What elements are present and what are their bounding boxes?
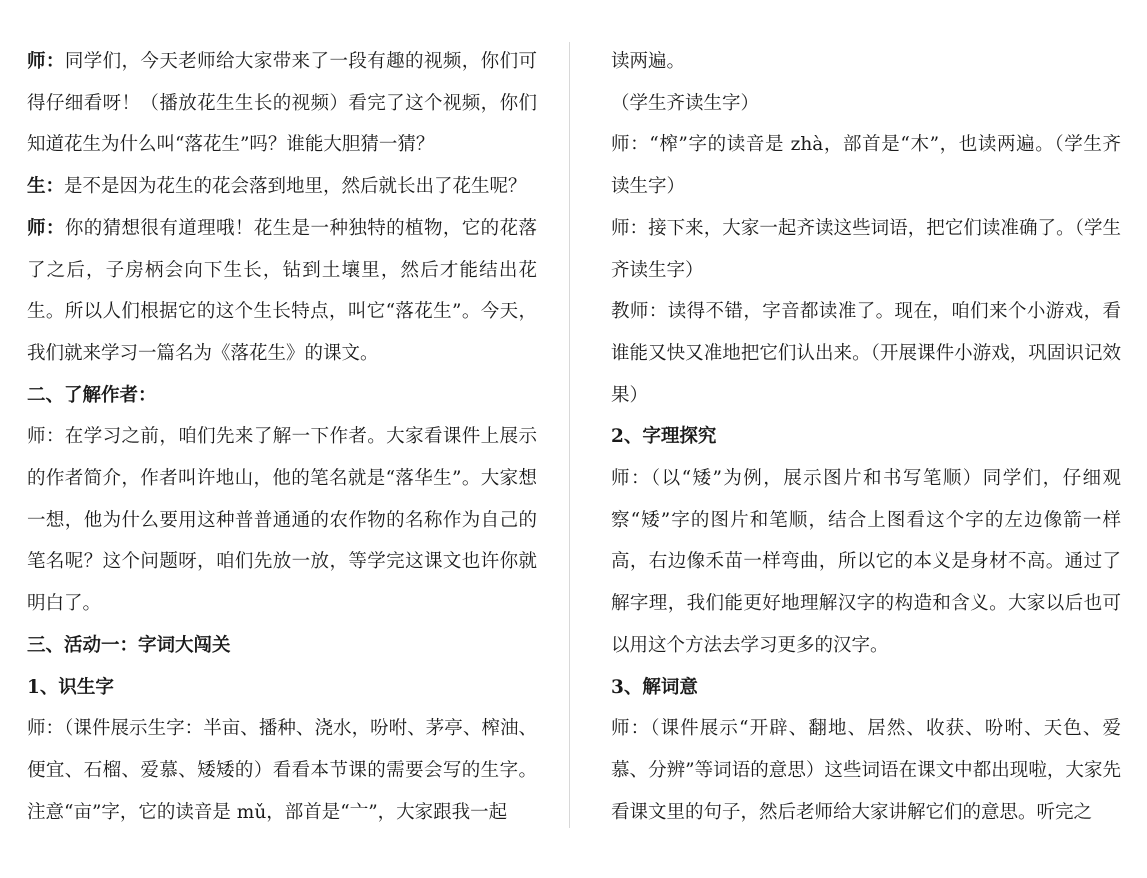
paragraph-teacher-explain (27, 208, 537, 375)
section-heading-activity-one: 三、活动一：字词大闯关 (27, 634, 231, 656)
paragraph-text: 是不是因为花生的花会落到地里，然后就长出了花生呢？ (64, 176, 527, 198)
paragraph-student-guess (27, 166, 537, 208)
paragraph-students-read: （学生齐读生字） (611, 92, 760, 114)
column-divider (569, 42, 570, 828)
left-column (27, 41, 537, 833)
paragraph-word-meaning: 师：（课件展示“开辟、翻地、居然、收获、吩咐、天色、爱慕、分辨”等词语的意思）这些词语在课文中都出现啦，大家先看课文里的句子，然后老师给大家讲解它们的意思。听完之 (611, 718, 1121, 823)
paragraph-author: 师：在学习之前，咱们先来了解一下作者。大家看课件上展示的作者简介，作者叫许地山，他的笔名就是“落华生”。大家想一想，他为什么要用这种普普通通的农作物的名称作为自己的笔名呢？这个问题呀，咱们先放一放，等学完这课文也许你就明白了。 (27, 426, 537, 615)
section-heading-author: 二、了解作者： (27, 384, 157, 406)
paragraph-game: 教师：读得不错，字音都读准了。现在，咱们来个小游戏，看谁能又快又准地把它们认出来。（开展课件小游戏，巩固识记效果） (611, 301, 1121, 406)
paragraph-continued: 读两遍。 (611, 51, 686, 72)
speaker-label: 师： (27, 51, 65, 72)
paragraph-text: 你的猜想很有道理哦！花生是一种独特的植物，它的花落了之后，子房柄会向下生长，钻到土壤里，然后才能结出花生。所以人们根据它的这个生长特点，叫它“落花生”。今天，我们就来学习一篇名为《落花生》的课文。 (27, 217, 537, 364)
subheading-new-characters: 1、识生字 (27, 676, 114, 698)
paragraph-character-logic: 师：（以“矮”为例，展示图片和书写笔顺）同学们，仔细观察“矮”字的图片和笔顺，结合上图看这个字的左边像箭一样高，右边像禾苗一样弯曲，所以它的本义是身材不高。通过了解字理，我们能更好地理解汉字的构造和含义。大家以后也可以用这个方法去学习更多的汉字。 (611, 468, 1121, 656)
paragraph-text: 同学们，今天老师给大家带来了一段有趣的视频，你们可得仔细看呀！（播放花生生长的视频）看完了这个视频，你们知道花生为什么叫“落花生”吗？谁能大胆猜一猜？ (27, 51, 537, 156)
subheading-character-logic: 2、字理探究 (611, 426, 717, 448)
paragraph-teacher-intro (27, 41, 537, 166)
paragraph-new-characters: 师：（课件展示生字：半亩、播种、浇水，吩咐、茅亭、榨油、便宜、石榴、爱慕、矮矮的）看看本节课的需要会写的生字。注意“亩”字，它的读音是 mǔ，部首是“亠”，大家跟我一起 (27, 718, 537, 823)
speaker-label: 师： (27, 217, 65, 239)
paragraph-zha: 师：“榨”字的读音是 zhà，部首是“木”，也读两遍。（学生齐读生字） (611, 134, 1121, 198)
right-column (611, 41, 1121, 833)
speaker-label: 生： (27, 176, 65, 198)
subheading-word-meaning: 3、解词意 (611, 676, 698, 698)
paragraph-read-words: 师：接下来，大家一起齐读这些词语，把它们读准确了。（学生齐读生字） (611, 217, 1121, 281)
